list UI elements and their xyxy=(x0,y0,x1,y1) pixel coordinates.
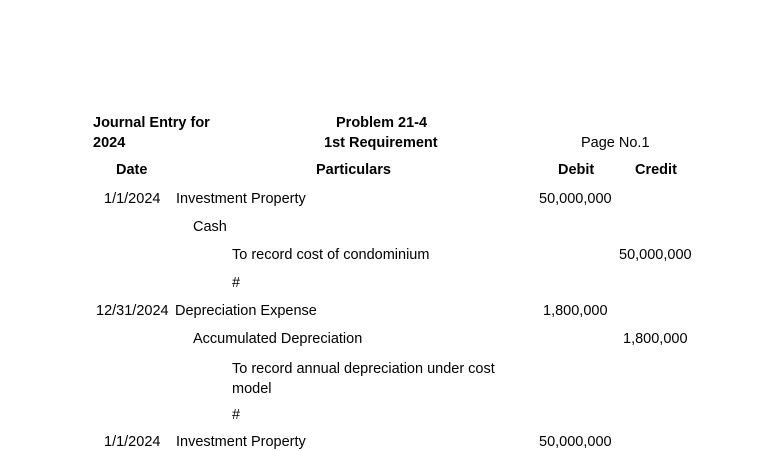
column-header-debit: Debit xyxy=(558,162,595,178)
account-credit: Cash xyxy=(193,219,227,235)
account-debit: Depreciation Expense xyxy=(175,303,317,319)
entry-separator: # xyxy=(232,275,241,291)
journal-year: 2024 xyxy=(93,135,126,151)
debit-amount: 50,000,000 xyxy=(539,191,612,207)
entry-explanation: To record cost of condominium xyxy=(232,247,430,263)
requirement-label: 1st Requirement xyxy=(324,135,438,151)
entry-separator: # xyxy=(232,407,241,423)
debit-amount: 1,800,000 xyxy=(543,303,608,319)
problem-number: Problem 21-4 xyxy=(336,115,428,131)
credit-amount: 50,000,000 xyxy=(619,247,692,263)
entry-date: 1/1/2024 xyxy=(104,191,161,207)
column-header-credit: Credit xyxy=(635,162,677,178)
entry-date: 1/1/2024 xyxy=(104,434,161,450)
entry-date: 12/31/2024 xyxy=(96,303,169,319)
column-header-date: Date xyxy=(116,162,148,178)
account-debit: Investment Property xyxy=(176,191,306,207)
account-debit: Investment Property xyxy=(176,434,306,450)
credit-amount: 1,800,000 xyxy=(623,331,688,347)
journal-title: Journal Entry for xyxy=(93,115,210,131)
entry-explanation: To record annual depreciation under cost model xyxy=(232,361,495,397)
debit-amount: 50,000,000 xyxy=(539,434,612,450)
account-credit: Accumulated Depreciation xyxy=(193,331,363,347)
page-number: Page No.1 xyxy=(581,135,650,151)
column-header-particulars: Particulars xyxy=(316,162,391,178)
